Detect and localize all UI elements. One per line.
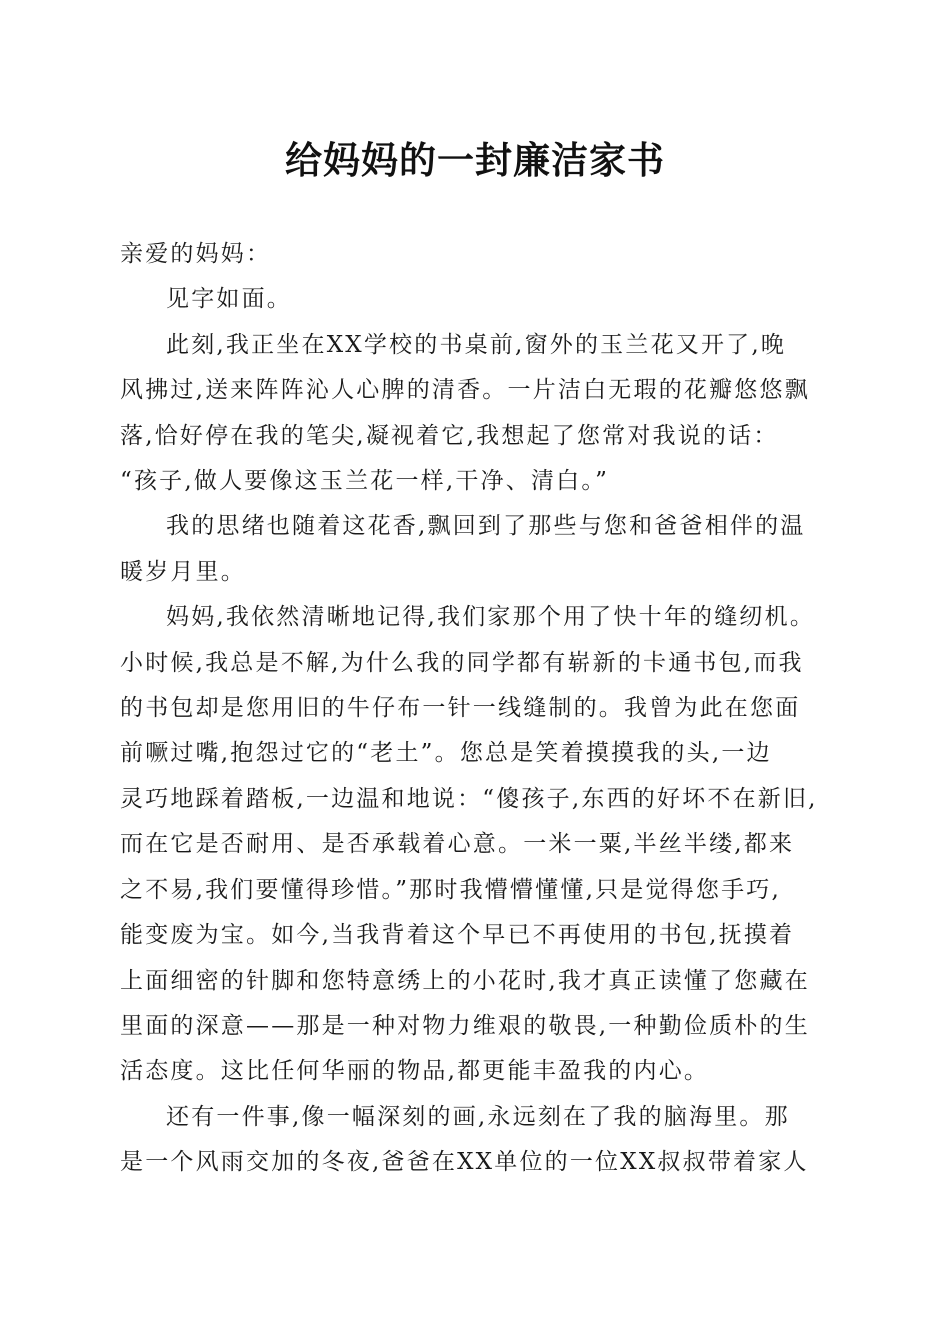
text-line: 风拂过,送来阵阵沁人心脾的清香。一片洁白无瑕的花瓣悠悠飘 <box>120 377 810 404</box>
document-title: 给妈妈的一封廉洁家书 <box>285 138 665 182</box>
letter-body <box>120 232 832 1186</box>
text-line: 见字如面。 <box>166 286 292 313</box>
text-line: 落,恰好停在我的笔尖,凝视着它,我想起了您常对我说的话： <box>120 422 779 449</box>
text-line: 活态度。这比任何华丽的物品,都更能丰盈我的内心。 <box>120 1058 710 1085</box>
text-line: “孩子,做人要像这玉兰花一样,干净、清白。” <box>120 468 610 495</box>
text-line: 的书包却是您用旧的牛仔布一针一线缝制的。我曾为此在您面 <box>120 695 801 722</box>
text-line: 前噘过嘴,抱怨过它的“老土”。您总是笑着摸摸我的头,一边 <box>120 740 772 767</box>
text-line: 妈妈,我依然清晰地记得,我们家那个用了快十年的缝纫机。 <box>166 604 816 631</box>
text-line: 小时候,我总是不解,为什么我的同学都有崭新的卡通书包,而我 <box>120 649 804 676</box>
salutation-line: 亲爱的妈妈： <box>120 241 272 267</box>
text-line: 而在它是否耐用、是否承载着心意。一米一粟,半丝半缕,都来 <box>120 831 795 858</box>
text-line: 是一个风雨交加的冬夜,爸爸在XX单位的一位XX叔叔带着家人 <box>120 1149 809 1176</box>
text-line: 能变废为宝。如今,当我背着这个早已不再使用的书包,抚摸着 <box>120 922 795 949</box>
text-line: 灵巧地踩着踏板,一边温和地说：“傻孩子,东西的好坏不在新旧, <box>120 785 818 812</box>
text-line: 之不易,我们要懂得珍惜。”那时我懵懵懂懂,只是觉得您手巧, <box>120 876 781 903</box>
text-line: 里面的深意——那是一种对物力维艰的敬畏,一种勤俭质朴的生 <box>120 1012 810 1039</box>
text-line: 此刻,我正坐在XX学校的书桌前,窗外的玉兰花又开了,晚 <box>166 331 787 358</box>
text-line: 我的思绪也随着这花香,飘回到了那些与您和爸爸相伴的温 <box>166 513 806 540</box>
text-line: 还有一件事,像一幅深刻的画,永远刻在了我的脑海里。那 <box>166 1103 790 1130</box>
text-line: 暖岁月里。 <box>120 558 246 585</box>
text-line: 上面细密的针脚和您特意绣上的小花时,我才真正读懂了您藏在 <box>120 967 810 994</box>
